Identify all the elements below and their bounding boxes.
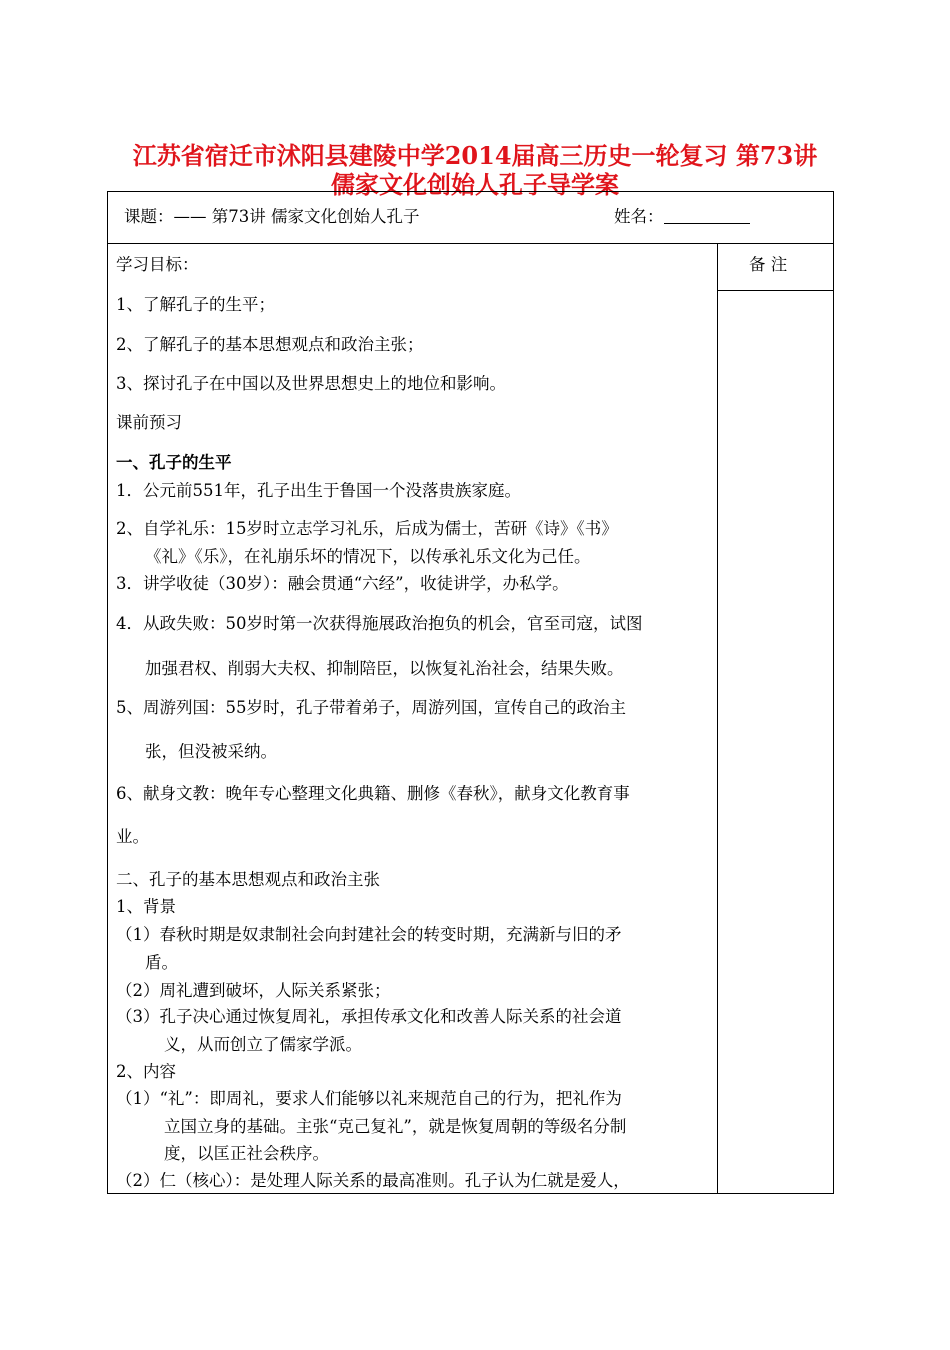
document-title-line-2: 儒家文化创始人孔子导学案 (331, 170, 619, 199)
topic-label: 课题：—— 第73讲 儒家文化创始人孔子 (124, 207, 420, 226)
content-item-2-line-1: （2）仁（核心）：是处理人际关系的最高准则。孔子认为仁就是爱人， (116, 1171, 630, 1190)
notes-column-divider (717, 243, 718, 1194)
objective-2: 2、了解孔子的基本思想观点和政治主张； (116, 335, 424, 354)
document-title-line-1: 江苏省宿迁市沭阳县建陵中学2014届高三历史一轮复习 第73讲 (132, 141, 818, 170)
background-item-3-line-1: （3）孔子决心通过恢复周礼，承担传承文化和改善人际关系的社会道 (116, 1007, 622, 1026)
content-item-1-line-1: （1）“礼”：即周礼，要求人们能够以礼来规范自己的行为，把礼作为 (116, 1089, 622, 1108)
life-item-4-line-2: 加强君权、削弱大夫权、抑制陪臣，以恢复礼治社会，结果失败。 (145, 659, 624, 678)
notes-header-divider (717, 290, 834, 291)
life-item-2-line-2: 《礼》《乐》，在礼崩乐坏的情况下，以传承礼乐文化为己任。 (145, 547, 591, 566)
background-item-2: （2）周礼遭到破坏，人际关系紧张； (116, 981, 391, 1000)
header-divider (107, 243, 834, 244)
content-item-1-line-2: 立国立身的基础。主张“克己复礼”，就是恢复周朝的等级名分制 (164, 1117, 627, 1136)
life-item-5-line-1: 5、周游列国：55岁时，孔子带着弟子，周游列国，宣传自己的政治主 (116, 698, 626, 717)
life-item-6-line-1: 6、献身文教：晚年专心整理文化典籍、删修《春秋》，献身文化教育事 (116, 784, 630, 803)
objective-1: 1、了解孔子的生平； (116, 295, 275, 314)
life-item-3: 3．讲学收徒（30岁）：融会贯通“六经”，收徒讲学，办私学。 (116, 574, 569, 593)
life-item-1: 1．公元前551年，孔子出生于鲁国一个没落贵族家庭。 (116, 481, 521, 500)
name-label: 姓名： (614, 207, 664, 226)
notes-label: 备 注 (749, 255, 788, 274)
name-field[interactable] (614, 206, 750, 228)
background-item-1-line-2: 盾。 (145, 953, 178, 972)
objectives-heading: 学习目标： (116, 255, 199, 274)
background-item-3-line-2: 义，从而创立了儒家学派。 (164, 1035, 362, 1054)
section-1-heading: 一、孔子的生平 (116, 453, 232, 472)
objective-3: 3、探讨孔子在中国以及世界思想史上的地位和影响。 (116, 374, 506, 393)
life-item-6-line-2: 业。 (116, 827, 149, 846)
content-heading: 2、内容 (116, 1062, 176, 1081)
content-item-1-line-3: 度，以匡正社会秩序。 (164, 1144, 329, 1163)
section-2-heading: 二、孔子的基本思想观点和政治主张 (116, 870, 380, 889)
life-item-4-line-1: 4．从政失败：50岁时第一次获得施展政治抱负的机会，官至司寇，试图 (116, 614, 643, 633)
preview-heading: 课前预习 (116, 413, 182, 432)
background-item-1-line-1: （1）春秋时期是奴隶制社会向封建社会的转变时期，充满新与旧的矛 (116, 925, 622, 944)
name-blank[interactable] (664, 207, 750, 224)
life-item-5-line-2: 张，但没被采纳。 (145, 742, 277, 761)
life-item-2-line-1: 2、自学礼乐：15岁时立志学习礼乐，后成为儒士，苦研《诗》《书》 (116, 519, 618, 538)
background-heading: 1、背景 (116, 897, 176, 916)
